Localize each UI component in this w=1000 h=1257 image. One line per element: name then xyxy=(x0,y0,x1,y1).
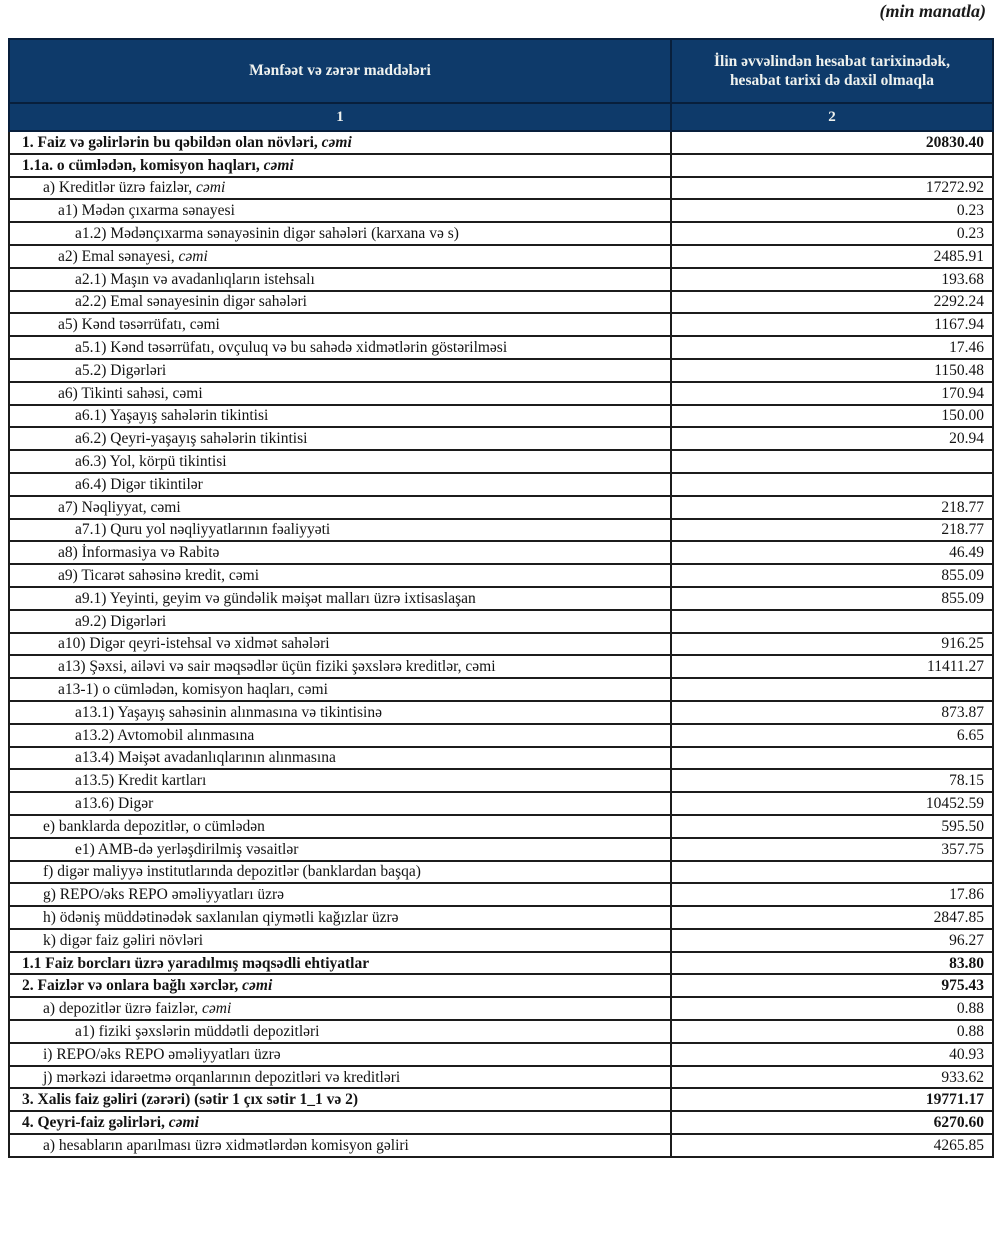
item-value-cell: 218.77 xyxy=(671,496,993,519)
profit-loss-table xyxy=(8,38,994,1158)
table-row xyxy=(9,199,993,222)
item-label-cell: a1.2) Mədənçıxarma sənayəsinin digər sahələri (karxana və s) xyxy=(9,222,671,245)
item-value-cell: 2292.24 xyxy=(671,291,993,314)
item-value-cell: 40.93 xyxy=(671,1043,993,1066)
item-label-cell: a5.2) Digərləri xyxy=(9,359,671,382)
item-label-cell: k) digər faiz gəliri növləri xyxy=(9,929,671,952)
item-label-cell: a) hesabların aparılması üzrə xidmətlərdən komisyon gəliri xyxy=(9,1134,671,1157)
item-value-cell: 1150.48 xyxy=(671,359,993,382)
table-row xyxy=(9,473,993,496)
table-row xyxy=(9,792,993,815)
header-row xyxy=(9,39,993,103)
item-value-cell: 975.43 xyxy=(671,974,993,997)
item-value-cell: 0.88 xyxy=(671,1020,993,1043)
item-label-cell: e) banklarda depozitlər, o cümlədən xyxy=(9,815,671,838)
item-label-cell: a7) Nəqliyyat, cəmi xyxy=(9,496,671,519)
table-row xyxy=(9,291,993,314)
table-row xyxy=(9,1020,993,1043)
item-label-cell: j) mərkəzi idarəetmə orqanlarının depozitləri və kreditləri xyxy=(9,1066,671,1089)
item-value-cell: 357.75 xyxy=(671,838,993,861)
table-row xyxy=(9,1111,993,1134)
item-value-cell: 11411.27 xyxy=(671,655,993,678)
item-value-cell xyxy=(671,861,993,884)
table-row xyxy=(9,450,993,473)
table-row xyxy=(9,815,993,838)
item-value-cell: 873.87 xyxy=(671,701,993,724)
item-label-cell: a9.1) Yeyinti, geyim və gündəlik məişət malları üzrə ixtisaslaşan xyxy=(9,587,671,610)
table-row xyxy=(9,587,993,610)
item-label-cell: a13) Şəxsi, ailəvi və sair məqsədlər üçün fiziki şəxslərə kreditlər, cəmi xyxy=(9,655,671,678)
item-label-cell: a2) Emal sənayesi, cəmi xyxy=(9,245,671,268)
item-label-italic-suffix: cəmi xyxy=(168,1114,199,1132)
table-row xyxy=(9,974,993,997)
item-value-cell: 933.62 xyxy=(671,1066,993,1089)
table-row xyxy=(9,655,993,678)
item-value-cell: 17272.92 xyxy=(671,177,993,200)
item-label-italic-suffix: cəmi xyxy=(242,977,273,995)
item-label-cell: a1) fiziki şəxslərin müddətli depozitləri xyxy=(9,1020,671,1043)
table-row xyxy=(9,906,993,929)
table-row xyxy=(9,313,993,336)
item-label-italic-suffix: cəmi xyxy=(321,133,352,151)
item-label-cell: a9) Ticarət sahəsinə kredit, cəmi xyxy=(9,564,671,587)
item-label-cell: a13.4) Məişət avadanlıqlarının alınmasına xyxy=(9,747,671,770)
items-column-header: Mənfəət və zərər maddələri xyxy=(9,39,671,103)
period-column-header: İlin əvvəlindən hesabat tarixinədək, hesabat tarixi də daxil olmaqla xyxy=(671,39,993,103)
item-value-cell: 170.94 xyxy=(671,382,993,405)
table-row xyxy=(9,1066,993,1089)
item-label-cell: a) depozitlər üzrə faizlər, cəmi xyxy=(9,997,671,1020)
item-value-cell: 916.25 xyxy=(671,633,993,656)
table-row xyxy=(9,222,993,245)
item-value-cell xyxy=(671,450,993,473)
table-row xyxy=(9,610,993,633)
item-value-cell: 78.15 xyxy=(671,769,993,792)
item-label-cell: a) Kreditlər üzrə faizlər, cəmi xyxy=(9,177,671,200)
table-row xyxy=(9,496,993,519)
item-label-cell: a13.1) Yaşayış sahəsinin alınmasına və tikintisinə xyxy=(9,701,671,724)
item-label-italic-suffix: cəmi xyxy=(202,1000,232,1018)
item-label-cell: a13-1) o cümlədən, komisyon haqları, cəmi xyxy=(9,678,671,701)
item-label-cell: a5) Kənd təsərrüfatı, cəmi xyxy=(9,313,671,336)
item-value-cell xyxy=(671,610,993,633)
column-number-2: 2 xyxy=(671,103,993,131)
item-label-italic-suffix: cəmi xyxy=(178,247,208,265)
table-row xyxy=(9,336,993,359)
table-row xyxy=(9,359,993,382)
table-row xyxy=(9,701,993,724)
table-row xyxy=(9,154,993,177)
item-value-cell: 218.77 xyxy=(671,519,993,542)
item-label-cell: a6.1) Yaşayış sahələrin tikintisi xyxy=(9,405,671,428)
table-row xyxy=(9,929,993,952)
table-row xyxy=(9,861,993,884)
item-label-cell: a2.2) Emal sənayesinin digər sahələri xyxy=(9,291,671,314)
item-label-cell: a6.2) Qeyri-yaşayış sahələrin tikintisi xyxy=(9,427,671,450)
table-row xyxy=(9,177,993,200)
item-label-cell: 1.1 Faiz borcları üzrə yaradılmış məqsədli ehtiyatlar xyxy=(9,952,671,975)
item-value-cell: 855.09 xyxy=(671,587,993,610)
item-label-cell: a10) Digər qeyri-istehsal və xidmət sahələri xyxy=(9,633,671,656)
item-label-cell: i) REPO/əks REPO əməliyyatları üzrə xyxy=(9,1043,671,1066)
item-label-cell: a6) Tikinti sahəsi, cəmi xyxy=(9,382,671,405)
table-row xyxy=(9,382,993,405)
column-number-1: 1 xyxy=(9,103,671,131)
item-label-italic-suffix: cəmi xyxy=(196,179,226,197)
table-body xyxy=(9,131,993,1157)
item-label-cell: 1. Faiz və gəlirlərin bu qəbildən olan növləri, cəmi xyxy=(9,131,671,154)
table-row xyxy=(9,633,993,656)
table-row xyxy=(9,519,993,542)
table-row xyxy=(9,1043,993,1066)
item-label-cell: a13.6) Digər xyxy=(9,792,671,815)
item-value-cell: 6.65 xyxy=(671,724,993,747)
table-row xyxy=(9,747,993,770)
table-row xyxy=(9,131,993,154)
table-row xyxy=(9,245,993,268)
table-row xyxy=(9,427,993,450)
item-value-cell xyxy=(671,678,993,701)
item-label-cell: 3. Xalis faiz gəliri (zərəri) (sətir 1 çıx sətir 1_1 və 2) xyxy=(9,1088,671,1111)
item-label-cell: h) ödəniş müddətinədək saxlanılan qiymətli kağızlar üzrə xyxy=(9,906,671,929)
table-row xyxy=(9,997,993,1020)
units-note: (min manatla) xyxy=(879,1,986,21)
item-label-cell: a13.5) Kredit kartları xyxy=(9,769,671,792)
table-header xyxy=(9,39,993,131)
table-row xyxy=(9,1088,993,1111)
table-row xyxy=(9,838,993,861)
item-value-cell: 20.94 xyxy=(671,427,993,450)
item-label-cell: a7.1) Quru yol nəqliyyatlarının fəaliyyəti xyxy=(9,519,671,542)
table-row xyxy=(9,952,993,975)
item-value-cell: 595.50 xyxy=(671,815,993,838)
table-row xyxy=(9,268,993,291)
item-label-cell: f) digər maliyyə institutlarında depozitlər (banklardan başqa) xyxy=(9,861,671,884)
item-label-cell: a9.2) Digərləri xyxy=(9,610,671,633)
item-label-cell: a6.3) Yol, körpü tikintisi xyxy=(9,450,671,473)
item-value-cell: 19771.17 xyxy=(671,1088,993,1111)
item-value-cell: 150.00 xyxy=(671,405,993,428)
item-label-cell: 1.1a. o cümlədən, komisyon haqları, cəmi xyxy=(9,154,671,177)
item-value-cell: 4265.85 xyxy=(671,1134,993,1157)
item-label-cell: a8) İnformasiya və Rabitə xyxy=(9,541,671,564)
table-row xyxy=(9,724,993,747)
table-row xyxy=(9,883,993,906)
item-label-cell: a6.4) Digər tikintilər xyxy=(9,473,671,496)
item-value-cell: 193.68 xyxy=(671,268,993,291)
column-number-row xyxy=(9,103,993,131)
item-label-cell: 2. Faizlər və onlara bağlı xərclər, cəmi xyxy=(9,974,671,997)
item-value-cell: 83.80 xyxy=(671,952,993,975)
item-value-cell: 10452.59 xyxy=(671,792,993,815)
item-value-cell: 855.09 xyxy=(671,564,993,587)
item-label-cell: a5.1) Kənd təsərrüfatı, ovçuluq və bu sahədə xidmətlərin göstərilməsi xyxy=(9,336,671,359)
item-value-cell: 0.23 xyxy=(671,199,993,222)
table-row xyxy=(9,405,993,428)
item-label-cell: a13.2) Avtomobil alınmasına xyxy=(9,724,671,747)
item-value-cell xyxy=(671,473,993,496)
table-row xyxy=(9,1134,993,1157)
item-label-cell: a1) Mədən çıxarma sənayesi xyxy=(9,199,671,222)
table-row xyxy=(9,678,993,701)
item-value-cell: 17.86 xyxy=(671,883,993,906)
item-value-cell: 17.46 xyxy=(671,336,993,359)
item-value-cell: 20830.40 xyxy=(671,131,993,154)
item-value-cell: 2485.91 xyxy=(671,245,993,268)
table-row xyxy=(9,769,993,792)
item-label-cell: e1) AMB-də yerləşdirilmiş vəsaitlər xyxy=(9,838,671,861)
item-value-cell: 46.49 xyxy=(671,541,993,564)
item-label-cell: g) REPO/əks REPO əməliyyatları üzrə xyxy=(9,883,671,906)
item-value-cell: 96.27 xyxy=(671,929,993,952)
item-value-cell: 6270.60 xyxy=(671,1111,993,1134)
item-value-cell: 0.88 xyxy=(671,997,993,1020)
item-value-cell xyxy=(671,747,993,770)
table-row xyxy=(9,564,993,587)
item-value-cell: 1167.94 xyxy=(671,313,993,336)
item-value-cell xyxy=(671,154,993,177)
table-row xyxy=(9,541,993,564)
item-value-cell: 0.23 xyxy=(671,222,993,245)
item-label-cell: 4. Qeyri-faiz gəlirləri, cəmi xyxy=(9,1111,671,1134)
item-label-italic-suffix: cəmi xyxy=(263,156,294,174)
item-label-cell: a2.1) Maşın və avadanlıqların istehsalı xyxy=(9,268,671,291)
item-value-cell: 2847.85 xyxy=(671,906,993,929)
